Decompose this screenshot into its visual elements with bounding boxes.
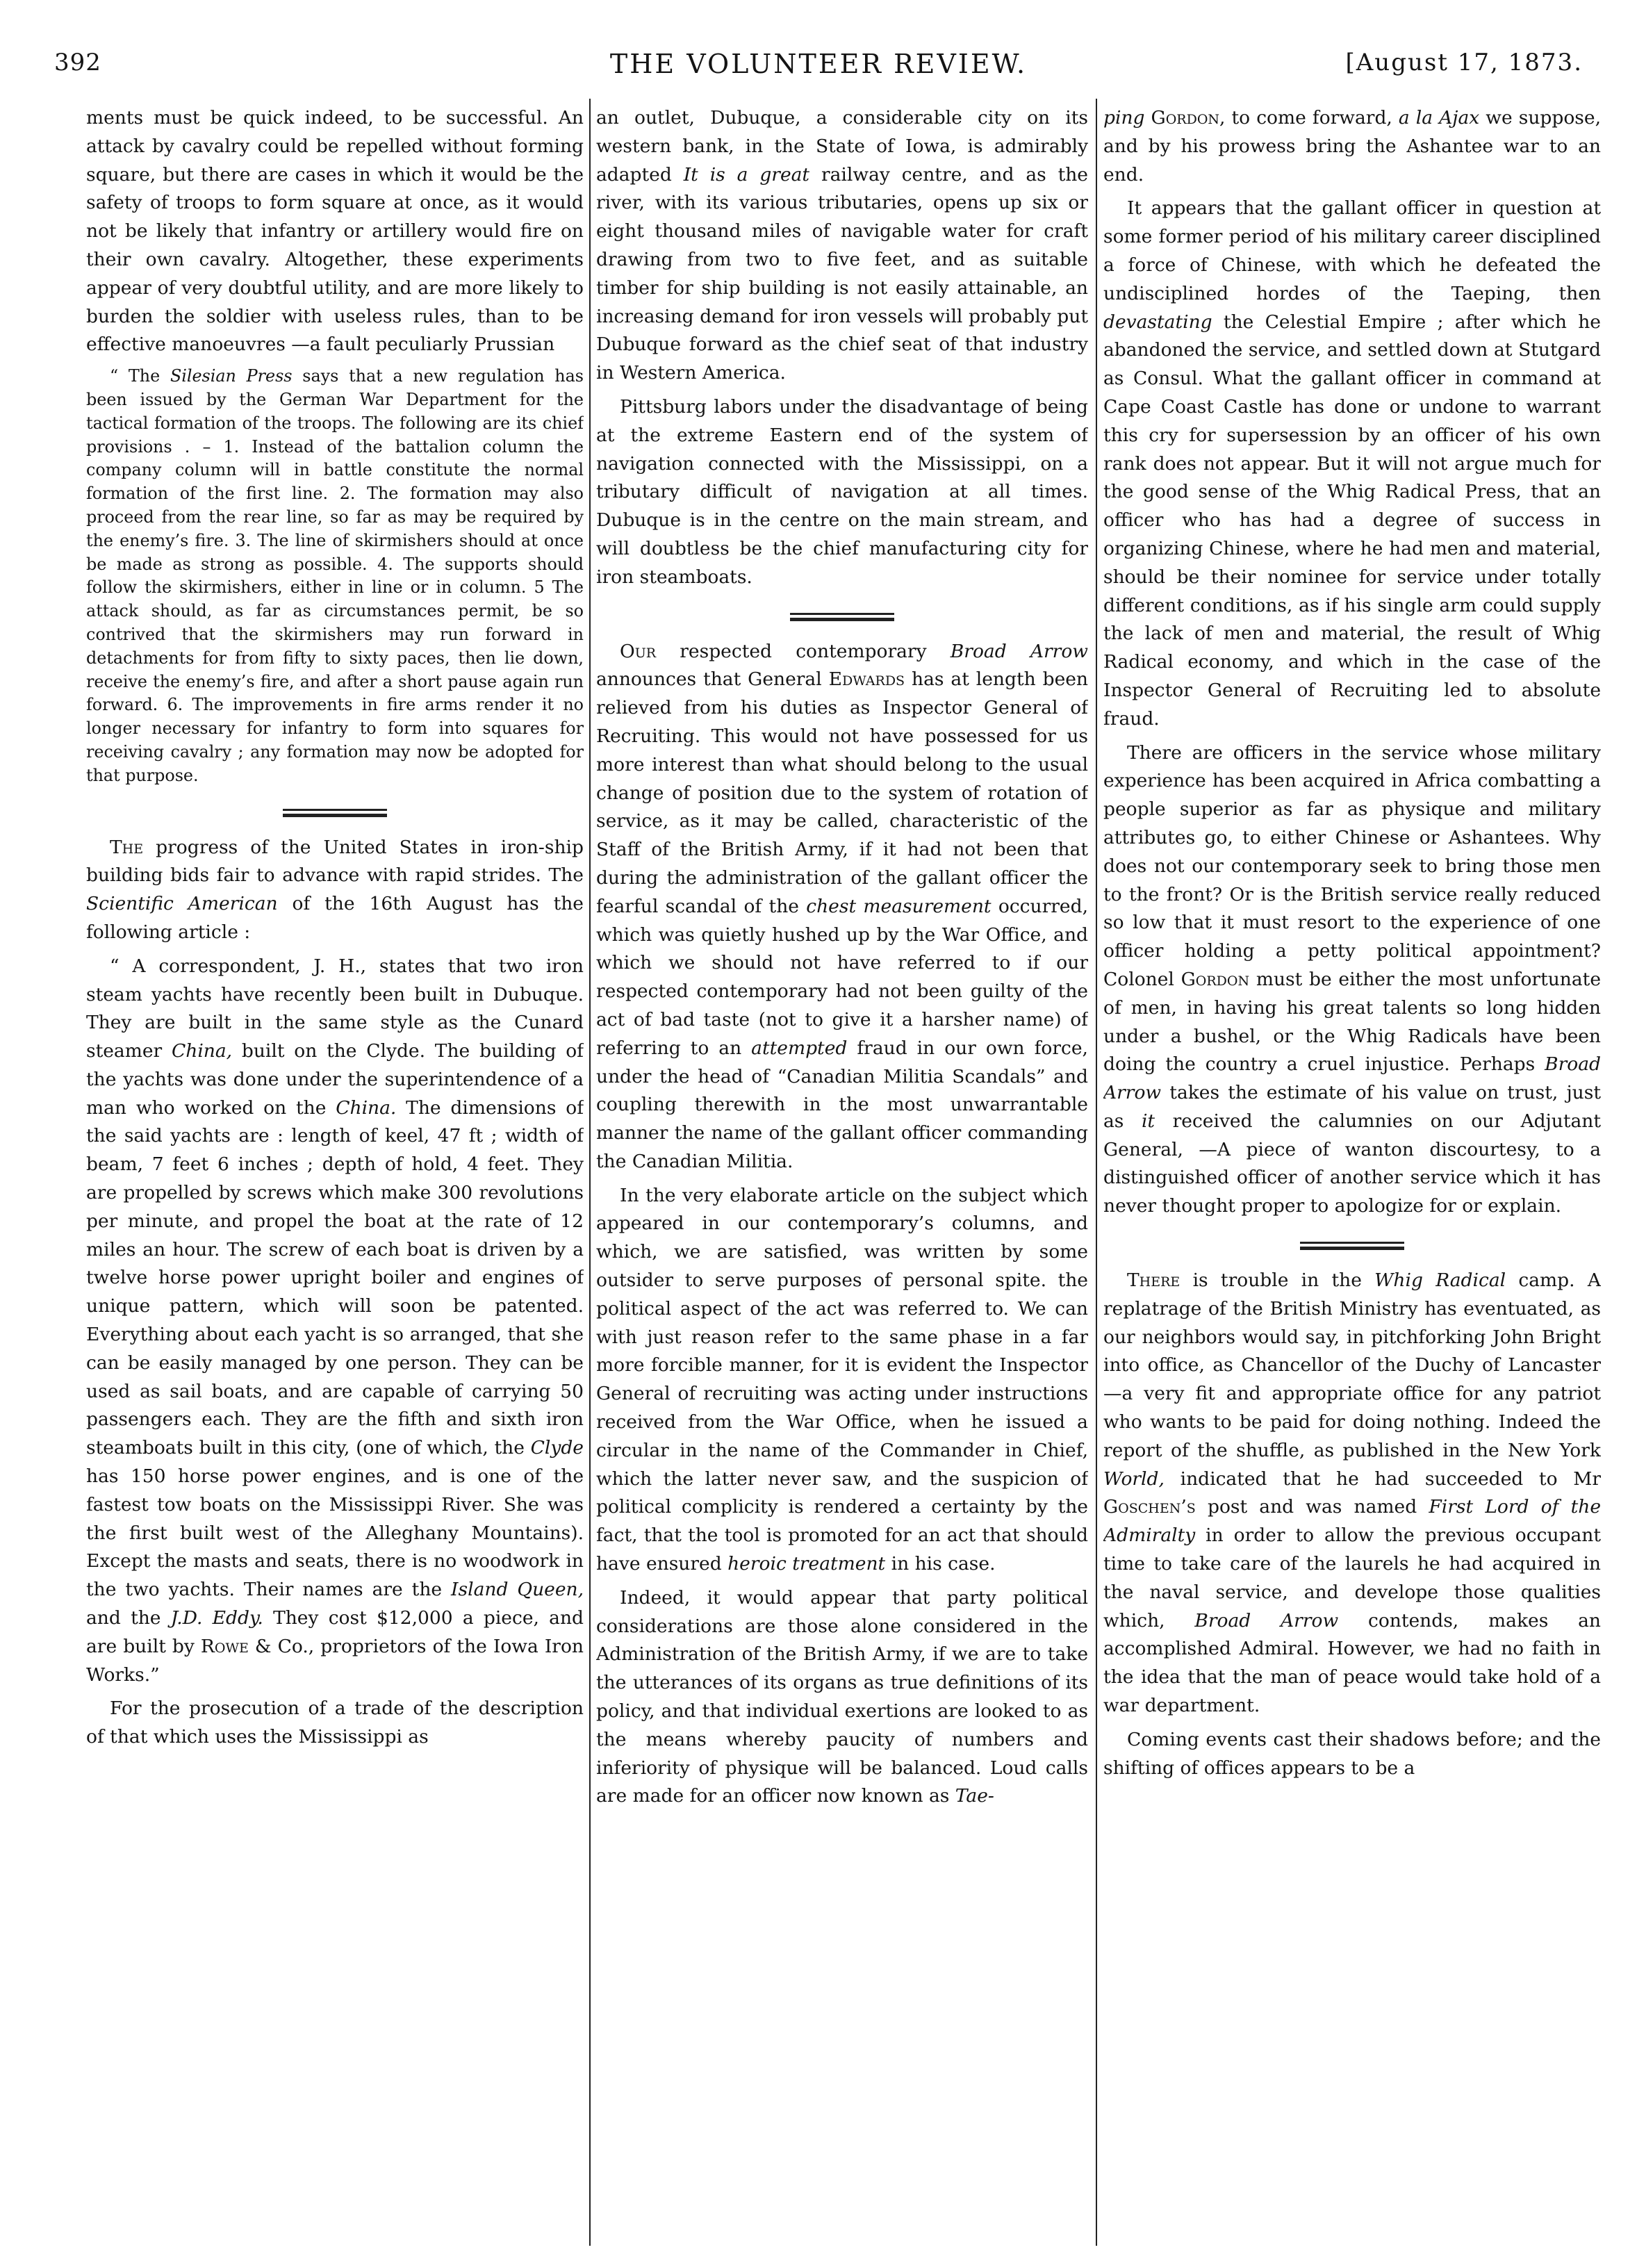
paragraph: Indeed, it would appear that party political considerations are those alone considered in the Administration of the British Army, if we are to take the utterances of its organs as true definitions of its policy, and that individual exertions are looked to as the means whereby paucity of numbers and inferiority of physique will be balanced. Loud calls are made for an officer now known as Tae- xyxy=(596,1586,1088,1807)
page-number: 392 xyxy=(54,49,101,76)
column-3 xyxy=(1103,104,1601,2244)
column-2 xyxy=(596,104,1088,2244)
paragraph: ping Gordon, to come forward, a la Ajax we suppose, and by his prowess bring the Ashantee war to an end. xyxy=(1103,107,1601,186)
page-header xyxy=(54,49,1583,86)
paragraph: ments must be quick indeed, to be successful. An attack by cavalry could be repelled without forming square, but there are cases in which it would be the safety of troops to form square at once, as it would not be likely that infantry or artillery would fire on their own cavalry. Altogether, these experiments appear of very doubtful utility, and are more likely to burden the soldier with useless rules, than to be effective manoeuvres —a fault peculiarly Prussian xyxy=(86,107,584,356)
section-divider xyxy=(86,794,584,834)
quoted-correspondent: “ A correspondent, J. H., states that two iron steam yachts have recently been built in Dubuque. They are built in the same style as the Cunard steamer China, built on the Clyde. The building of the yachts was done under the superintendence of a man who worked on the China. The dimensions of the said yachts are : length of keel, 47 ft ; width of beam, 7 feet 6 inches ; depth of hold, 4 feet. They are propelled by screws which make 300 revolutions per minute, and propel the boat at the rate of 12 miles an hour. The screw of each boat is driven by a twelve horse power upright boiler and engines of unique pattern, which will soon be patented. Everything about each yacht is so arranged, that she can be easily managed by one person. They can be used as sail boats, and are capable of carrying 50 passengers each. They are the fifth and sixth iron steamboats built in this city, (one of which, the Clyde has 150 horse power engines, and is one of the fastest tow boats on the Mississippi River. She was the first built west of the Alleghany Mountains). Except the masts and seats, there is no woodwork in the two yachts. Their names are the Island Queen, and the J.D. Eddy. They cost $12,000 a piece, and are built by Rowe & Co., proprietors of the Iowa Iron Works.” xyxy=(86,955,584,1686)
paragraph: an outlet, Dubuque, a considerable city on its western bank, in the State of Iowa, is admirably adapted It is a great railway centre, and as the river, with its various tributaries, opens up six or eight thousand miles of navigable water for craft drawing from two to five feet, and as suitable timber for ship building is not easily attainable, an increasing demand for iron vessels will probably put Dubuque forward as the chief seat of that industry in Western America. xyxy=(596,107,1088,384)
column-rule xyxy=(589,99,591,2246)
paragraph: Pittsburg labors under the disadvantage of being at the extreme Eastern end of the system of navigation connected with the Mississippi, on a tributary difficult of navigation at all times. Dubuque is in the centre on the main stream, and will doubtless be the chief manufacturing city for iron steamboats. xyxy=(596,395,1088,588)
quoted-regulation: “ The Silesian Press says that a new regulation has been issued by the German War Department for the tactical formation of the troops. The following are its chief provisions . – 1. Instead of the battalion column the company column will in battle constitute the normal formation of the first line. 2. The formation may also proceed from the rear line, so far as may be required by the enemy’s fire. 3. The line of skirmishers should at once be made as strong as possible. 4. The supports should follow the skirmishers, either in line or in column. 5 The attack should, as far as circumstances permit, be so contrived that the skirmishers may run forward in detachments for from fifty to sixty paces, then lie down, receive the enemy’s fire, and after a short pause again run forward. 6. The improvements in fire arms render it no longer necessary for infantry to form into squares for receiving cavalry ; any formation may now be adopted for that purpose. xyxy=(86,366,584,785)
section-divider xyxy=(596,598,1088,638)
issue-date: [August 17, 1873. xyxy=(1345,49,1583,76)
paragraph: In the very elaborate article on the subject which appeared in our contemporary’s columns, and which, we are satisfied, was written by some outsider to serve purposes of personal spite. the political aspect of the act was referred to. We can with just reason refer to the same phase in a far more forcible manner, for it is evident the Inspector General of recruiting was acting under instructions received from the War Office, when he issued a circular in the name of the Commander in Chief, which the latter never saw, and the suspicion of political complicity is rendered a certainty by the fact, that the tool is promoted for an act that should have ensured heroic treatment in his case. xyxy=(596,1184,1088,1575)
paragraph: For the prosecution of a trade of the description of that which uses the Mississippi as xyxy=(86,1698,584,1748)
paragraph: There are officers in the service whose military experience has been acquired in Africa combatting a people superior as far as physique and military attributes go, to either Chinese or Ashantees. Why does not our contemporary seek to bring those men to the front? Or is the British service really reduced so low that it must resort to the experience of one officer holding a petty political appointment? Colonel Gordon must be either the most unfortunate of men, in having his great talents so long hidden under a bushel, or the Whig Radicals have been doing the country a cruel injustice. Perhaps Broad Arrow takes the estimate of his value on trust, just as it received the calumnies on our Adjutant General, —A piece of wanton discourtesy, to a distinguished officer of another service which it has never thought proper to apologize for or explain. xyxy=(1103,741,1601,1217)
article-whig-radical: There is trouble in the Whig Radical camp. A replatrage of the British Ministry has eventuated, as our neighbors would say, in pitchforking John Bright into office, as Chancellor of the Duchy of Lancaster—a very fit and appropriate office for any patriot who wants to be paid for doing nothing. Indeed the report of the shuffle, as published in the New York World, indicated that he had succeeded to Mr Goschen’s post and was named First Lord of the Admiralty in order to allow the previous occupant time to take care of the laurels he had acquired in the naval service, and develope those qualities which, Broad Arrow contends, makes an accomplished Admiral. However, we had no faith in the idea that the man of peace would take hold of a war department. xyxy=(1103,1269,1601,1717)
article-iron-ship-building: The progress of the United States in iron-ship building bids fair to advance with rapid strides. The Scientific American of the 16th August has the following article : xyxy=(86,836,584,943)
paragraph: It appears that the gallant officer in question at some former period of his military career disciplined a force of Chinese, with which he defeated the undisciplined hordes of the Taeping, then devastating the Celestial Empire ; after which he abandoned the service, and settled down at Stutgard as Consul. What the gallant officer in command at Cape Coast Castle has done or undone to warrant this cry for supersession by an officer of his own rank does not appear. But it will not argue much for the good sense of the Whig Radical Press, that an officer who has had a degree of success in organizing Chinese, where he had men and material, should be their nominee for service under totally different conditions, as if his single arm could supply the lack of men and material, the result of Whig Radical economy, and which in the case of the Inspector General of Recruiting led to absolute fraud. xyxy=(1103,197,1601,730)
section-divider xyxy=(1103,1226,1601,1267)
paragraph: Coming events cast their shadows before; and the shifting of offices appears to be a xyxy=(1103,1728,1601,1779)
column-1 xyxy=(86,104,584,2244)
masthead-title: THE VOLUNTEER REVIEW. xyxy=(609,49,1028,79)
article-broad-arrow: Our respected contemporary Broad Arrow announces that General Edwards has at length been relieved from his duties as Inspector General of Recruiting. This would not have possessed for us more interest than what should belong to the usual change of position due to the system of rotation of service, as it may be called, characteristic of the Staff of the British Army, if it had not been that during the administration of the gallant officer the fearful scandal of the chest measurement occurred, which was quietly hushed up by the War Office, and which we should not have referred to if our respected contemporary had not been guilty of the act of bad taste (not to give it a harsher name) of referring to an attempted fraud in our own force, under the head of “Canadian Militia Scandals” and coupling therewith in the most unwarrantable manner the name of the gallant officer commanding the Canadian Militia. xyxy=(596,640,1088,1172)
column-rule xyxy=(1096,99,1097,2246)
